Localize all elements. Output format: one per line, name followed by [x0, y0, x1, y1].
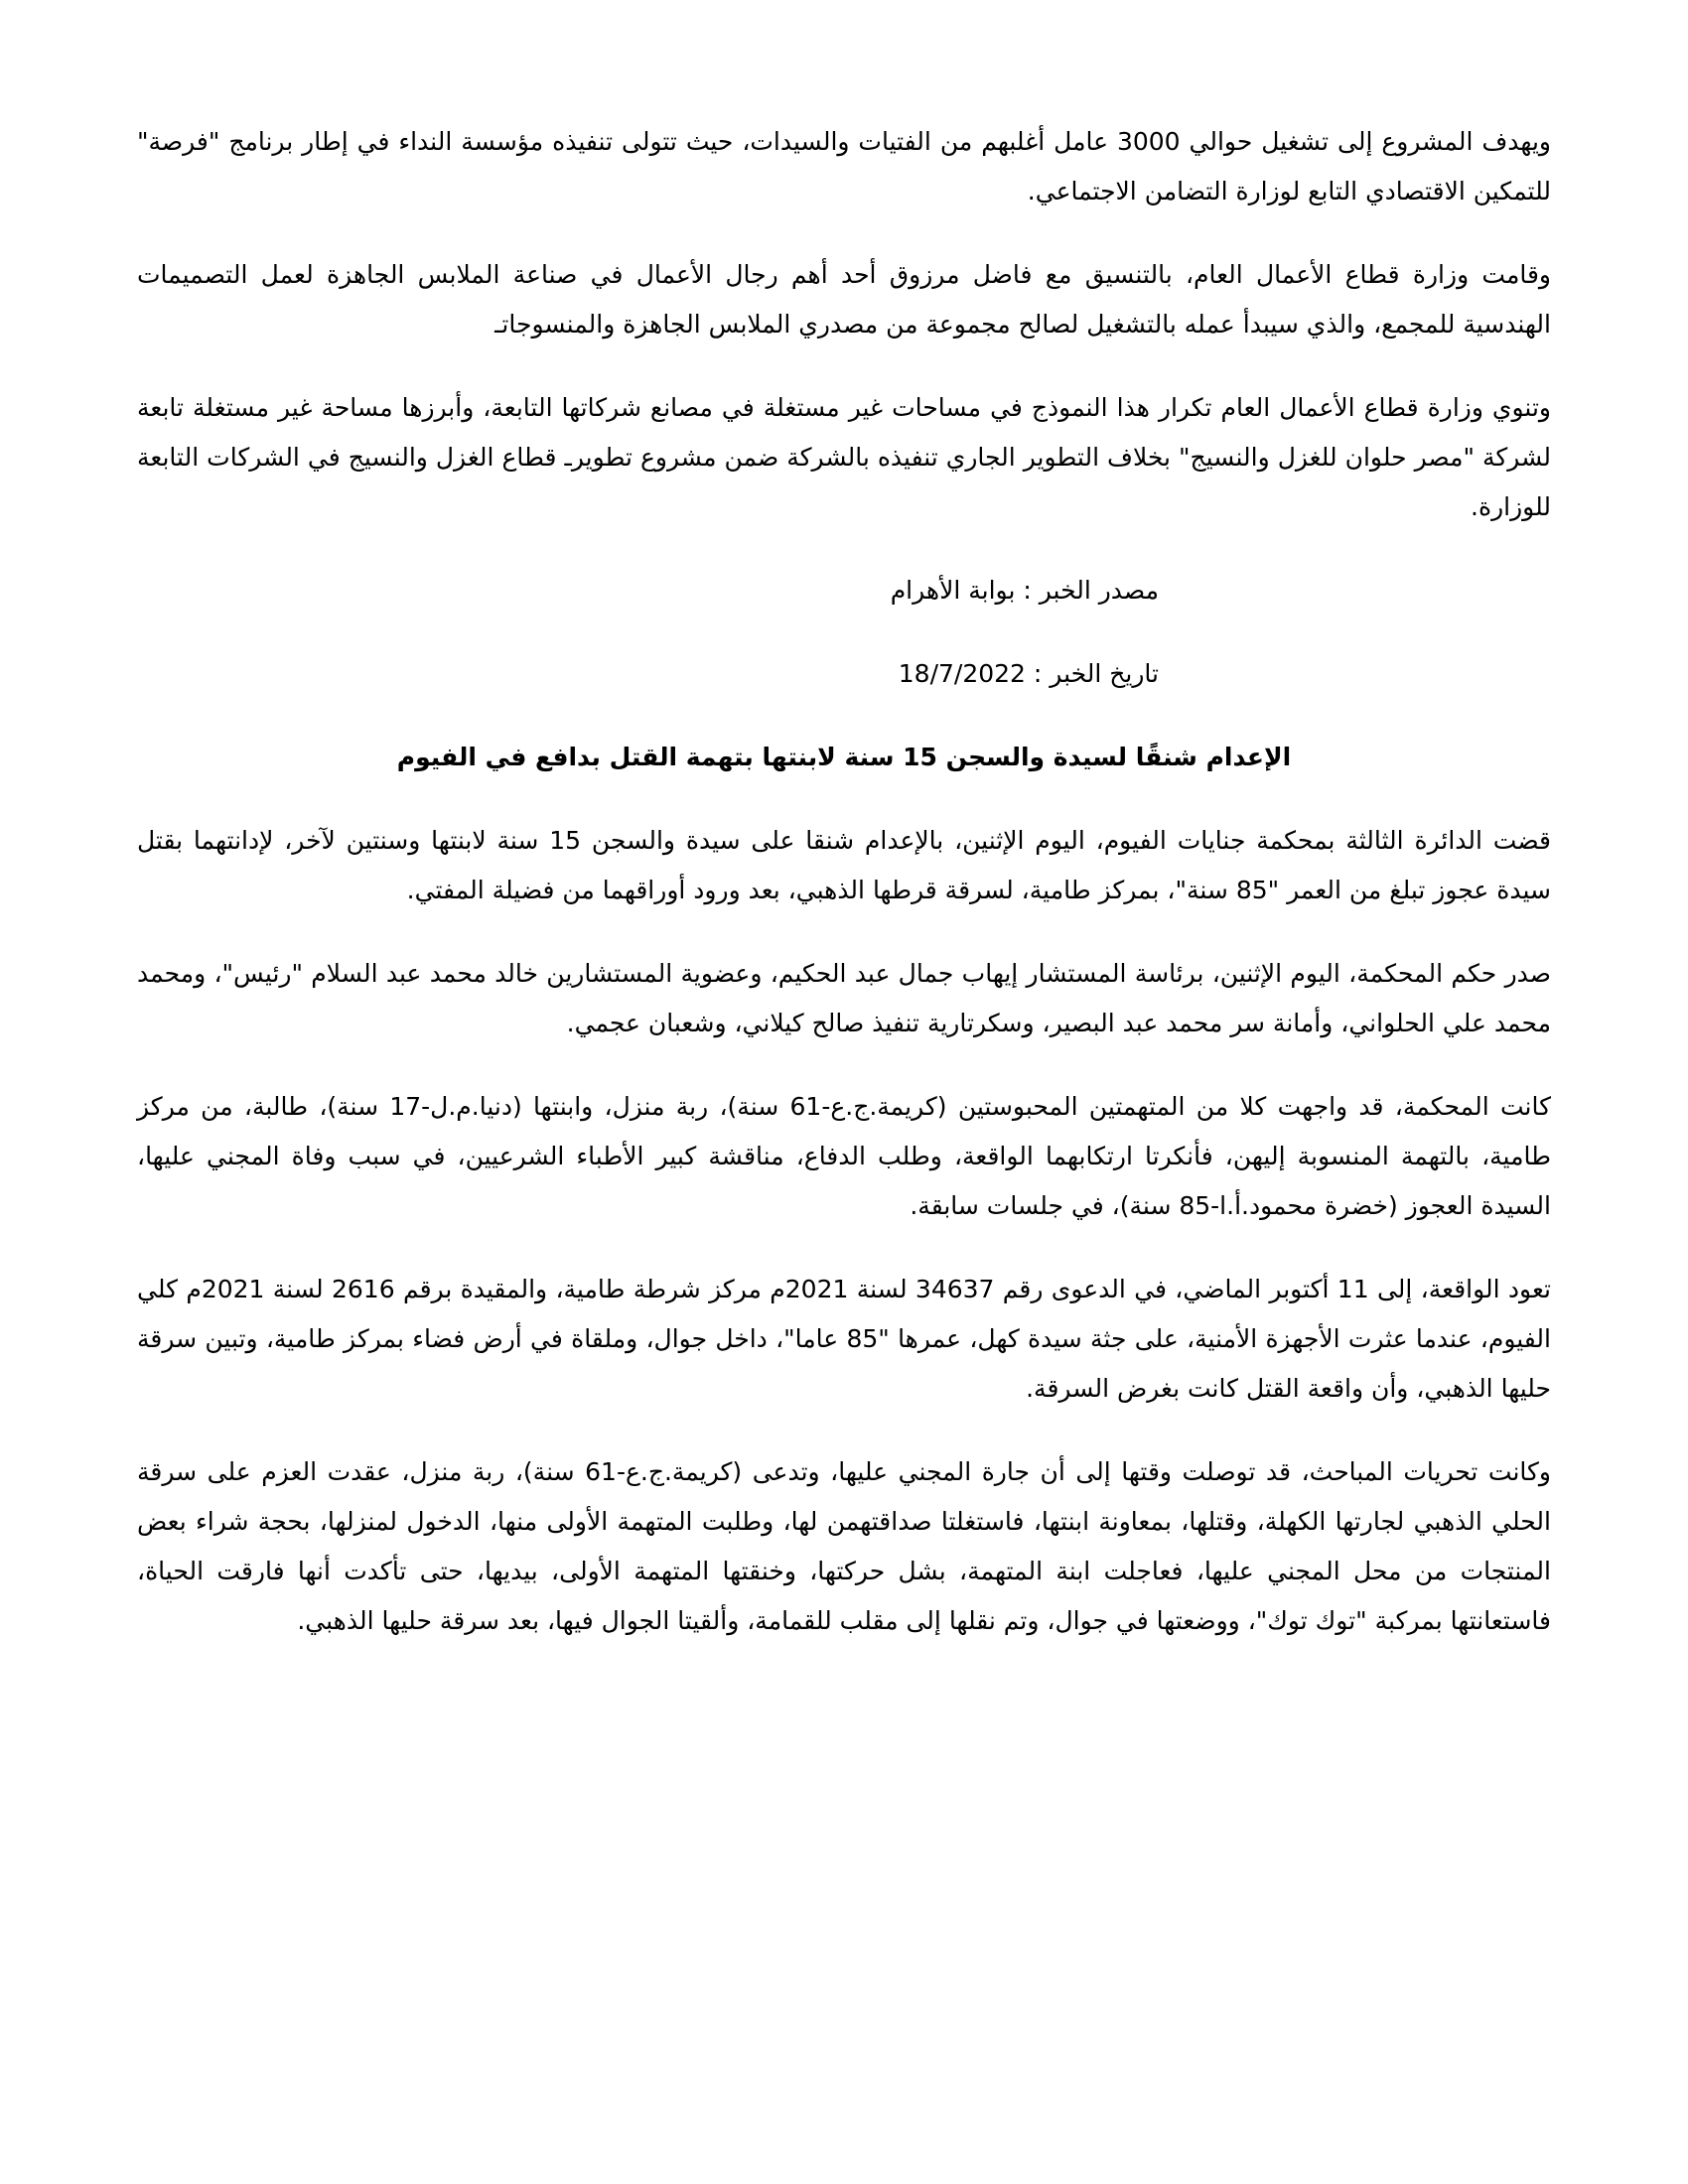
- verdict-article-paragraph-2: صدر حكم المحكمة، اليوم الإثنين، برئاسة المستشار إيهاب جمال عبد الحكيم، وعضوية المستشارين خالد محمد عبد السلام "رئيس"، ومحمد محمد علي الحلواني، وأمانة سر محمد عبد البصير، وسكرتارية تنفيذ صالح كيلاني، وشعبان عجمي.: [137, 959, 1551, 1037]
- verdict-article-headline: الإعدام شنقًا لسيدة والسجن 15 سنة لابنتها بتهمة القتل بدافع في الفيوم: [396, 743, 1292, 771]
- employment-article-paragraph-2: وقامت وزارة قطاع الأعمال العام، بالتنسيق مع فاضل مرزوق أحد أهم رجال الأعمال في صناعة الملابس الجاهزة لعمل التصميمات الهندسية للمجمع، والذي سيبدأ عمله بالتشغيل لصالح مجموعة من مصدري الملابس الجاهزة والمنسوجاتـ: [137, 260, 1551, 339]
- verdict-article-paragraph-5: وكانت تحريات المباحث، قد توصلت وقتها إلى أن جارة المجني عليها، وتدعى (كريمة.ج.ع-61 سنة)، ربة منزل، عقدت العزم على سرقة الحلي الذهبي لجارتها الكهلة، وقتلها، بمعاونة ابنتها، فاستغلتا صداقتهمن لها، وطلبت المتهمة الأولى منها، الدخول لمنزلها، بحجة شراء بعض المنتجات من محل المجني عليها، فعاجلت ابنة المتهمة، بشل حركتها، وخنقتها المتهمة الأولى، بيديها، حتى تأكدت أنها فارقت الحياة، فاستعانتها بمركبة "توك توك"، ووضعتها في جوال، وتم نقلها إلى مقلب للقمامة، وألقيتا الجوال فيها، بعد سرقة حليها الذهبي.: [137, 1457, 1551, 1635]
- news-source-line: مصدر الخبر : بوابة الأهرام: [890, 576, 1159, 605]
- verdict-article-paragraph-4: تعود الواقعة، إلى 11 أكتوبر الماضي، في الدعوى رقم 34637 لسنة 2021م مركز شرطة طامية، والمقيدة برقم 2616 لسنة 2021م كلي الفيوم، عندما عثرت الأجهزة الأمنية، على جثة سيدة كهل، عمرها "85 عاما"، داخل جوال، وملقاة في أرض فضاء بمركز طامية، وتبين سرقة حليها الذهبي، وأن واقعة القتل كانت بغرض السرقة.: [137, 1275, 1551, 1403]
- news-date-line: تاريخ الخبر : 18/7/2022: [898, 659, 1159, 688]
- document-content: [137, 117, 1551, 1680]
- employment-article-paragraph-1: ويهدف المشروع إلى تشغيل حوالي 3000 عامل أغلبهم من الفتيات والسيدات، حيث تتولى تنفيذه مؤسسة النداء في إطار برنامج "فرصة" للتمكين الاقتصادي التابع لوزارة التضامن الاجتماعي.: [137, 127, 1551, 205]
- employment-article-paragraph-3: وتنوي وزارة قطاع الأعمال العام تكرار هذا النموذج في مساحات غير مستغلة في مصانع شركاتها التابعة، وأبرزها مساحة غير مستغلة تابعة لشركة "مصر حلوان للغزل والنسيج" بخلاف التطوير الجاري تنفيذه بالشركة ضمن مشروع تطويرـ قطاع الغزل والنسيج في الشركات التابعة للوزارة.: [137, 393, 1551, 521]
- verdict-article-paragraph-3: كانت المحكمة، قد واجهت كلا من المتهمتين المحبوستين (كريمة.ج.ع-61 سنة)، ربة منزل، وابنتها (دنيا.م.ل-17 سنة)، طالبة، من مركز طامية، بالتهمة المنسوبة إليهن، فأنكرتا ارتكابهما الواقعة، وطلب الدفاع، مناقشة كبير الأطباء الشرعيين، في سبب وفاة المجني عليها، السيدة العجوز (خضرة محمود.أ.ا-85 سنة)، في جلسات سابقة.: [137, 1092, 1551, 1220]
- verdict-article-paragraph-1: قضت الدائرة الثالثة بمحكمة جنايات الفيوم، اليوم الإثنين، بالإعدام شنقا على سيدة والسجن 15 سنة لابنتها وسنتين لآخر، لإدانتهما بقتل سيدة عجوز تبلغ من العمر "85 سنة"، بمركز طامية، لسرقة قرطها الذهبي، بعد ورود أوراقهما من فضيلة المفتي.: [137, 826, 1551, 904]
